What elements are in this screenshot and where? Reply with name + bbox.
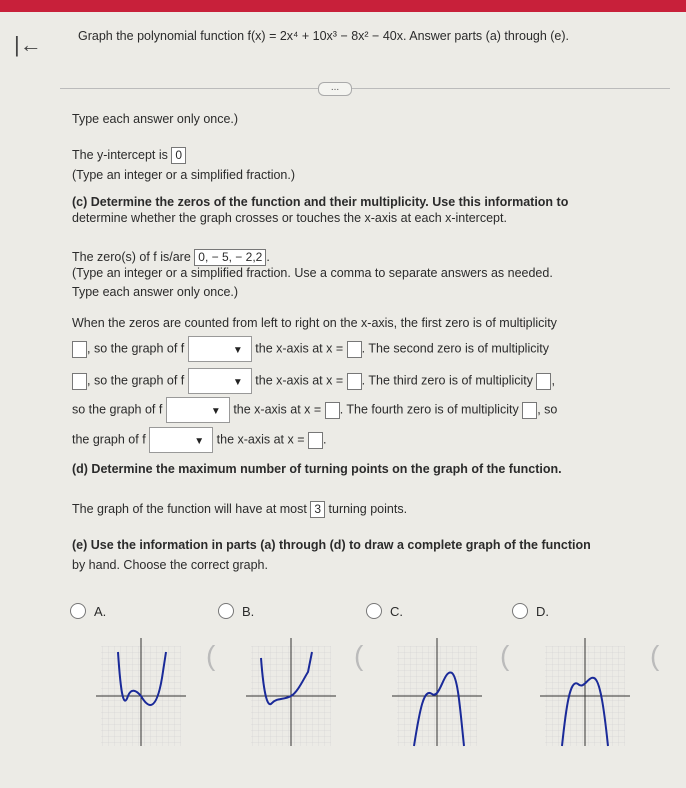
choice-c[interactable]: C. [366, 603, 403, 619]
part-e-text: by hand. Choose the correct graph. [72, 558, 268, 572]
choice-b[interactable]: B. [218, 603, 254, 619]
scroll-mark: ( [500, 640, 510, 671]
y-intercept-row: The y-intercept is 0 [72, 146, 186, 164]
multiplicity-input[interactable] [522, 402, 537, 419]
graph-c[interactable] [392, 628, 482, 748]
turning-points-answer[interactable]: 3 [310, 501, 325, 518]
choice-a[interactable]: A. [70, 603, 106, 619]
divider [60, 88, 670, 89]
radio-button[interactable] [70, 603, 86, 619]
hint-text: Type each answer only once.) [72, 285, 239, 299]
graph-a[interactable] [96, 628, 186, 748]
instruction-text: Type each answer only once.) [72, 112, 239, 126]
chevron-down-icon: ▼ [232, 377, 243, 388]
multiplicity-row-3: so the graph of f ▼ the x-axis at x = . The fourth zero is of multiplicity , so [72, 397, 557, 423]
top-accent-bar [0, 0, 686, 12]
y-intercept-answer[interactable]: 0 [171, 147, 186, 164]
radio-button[interactable] [512, 603, 528, 619]
multiplicity-input[interactable] [536, 373, 551, 390]
chevron-down-icon: ▼ [194, 436, 205, 447]
crosses-touches-dropdown[interactable] [166, 397, 230, 423]
multiplicity-row-1: , so the graph of f ▼ the x-axis at x = . The second zero is of multiplicity [72, 336, 549, 362]
x-value-input[interactable] [347, 373, 362, 390]
back-arrow-icon[interactable]: |← [14, 32, 42, 57]
choice-d[interactable]: D. [512, 603, 549, 619]
scroll-mark: ( [206, 640, 216, 671]
x-value-input[interactable] [325, 402, 340, 419]
zeros-row: The zero(s) of f is/are 0, − 5, − 2,2 . [72, 250, 270, 265]
chevron-down-icon: ▼ [210, 406, 221, 417]
part-c-heading: (c) Determine the zeros of the function and their multiplicity. Use this information to [72, 195, 569, 209]
radio-button[interactable] [366, 603, 382, 619]
multiplicity-row-2: , so the graph of f ▼ the x-axis at x = . The third zero is of multiplicity , [72, 368, 555, 394]
scroll-mark: ( [354, 640, 364, 671]
multiplicity-text: When the zeros are counted from left to right on the x-axis, the first zero is of multiplicity [72, 316, 557, 330]
multiplicity-row-4: the graph of f ▼ the x-axis at x = . [72, 427, 327, 453]
crosses-touches-dropdown[interactable] [188, 368, 252, 394]
graph-d[interactable] [540, 628, 630, 748]
part-d-heading: (d) Determine the maximum number of turning points on the graph of the function. [72, 462, 562, 476]
zeros-answer[interactable]: 0, − 5, − 2,2 [194, 249, 266, 266]
multiplicity-input[interactable] [72, 373, 87, 390]
question-prompt: Graph the polynomial function f(x) = 2x⁴ + 10x³ − 8x² − 40x. Answer parts (a) through (e). [78, 29, 570, 43]
chevron-down-icon: ▼ [232, 345, 243, 356]
crosses-touches-dropdown[interactable] [149, 427, 213, 453]
part-e-heading: (e) Use the information in parts (a) through (d) to draw a complete graph of the function [72, 538, 591, 552]
more-button[interactable]: ... [318, 82, 352, 96]
part-c-text: determine whether the graph crosses or touches the x-axis at each x-intercept. [72, 211, 507, 225]
hint-text: (Type an integer or a simplified fraction.) [72, 168, 296, 182]
turning-points-row: The graph of the function will have at most 3 turning points. [72, 502, 408, 517]
graph-b[interactable] [246, 628, 336, 748]
multiplicity-input[interactable] [72, 341, 87, 358]
crosses-touches-dropdown[interactable] [188, 336, 252, 362]
hint-text: (Type an integer or a simplified fraction. Use a comma to separate answers as needed. [72, 266, 553, 280]
x-value-input[interactable] [308, 432, 323, 449]
radio-button[interactable] [218, 603, 234, 619]
x-value-input[interactable] [347, 341, 362, 358]
scroll-mark: ( [650, 640, 660, 671]
